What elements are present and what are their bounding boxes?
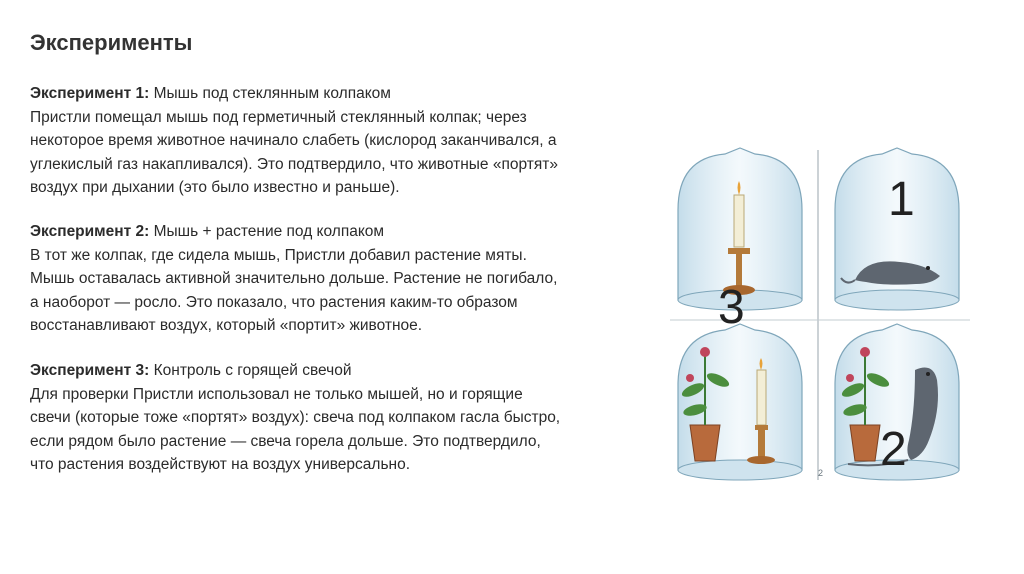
experiment-2-subtitle: Мышь + растение под колпаком	[149, 223, 385, 240]
experiment-3-heading: Эксперимент 3:	[30, 362, 150, 379]
figure-small-label: 2	[818, 468, 824, 478]
experiment-1-subtitle: Мышь под стеклянным колпаком	[149, 85, 391, 102]
experiment-1-line: Пристли помещал мышь под герметичный стеклянный колпак; через	[30, 108, 527, 126]
experiment-1-heading: Эксперимент 1:	[30, 85, 150, 102]
experiment-3-line: если рядом было растение — свеча горела дольше. Это подтвердило,	[30, 432, 541, 450]
bell-jar-drawing	[660, 140, 980, 490]
figure-label-1: 1	[888, 173, 915, 226]
experiment-3	[30, 359, 670, 477]
experiment-2-line: Мышь оставалась активной значительно дольше. Растение не погибало,	[30, 270, 558, 287]
experiment-2-line: В тот же колпак, где сидела мышь, Пристли добавил растение мяты.	[30, 246, 527, 264]
experiment-1-line: углекислый газ накапливался). Это подтвердило, что животные «портят»	[30, 155, 558, 173]
figure-label-2: 2	[880, 423, 907, 476]
experiment-2-line: восстанавливают воздух, который «портит» животное.	[30, 317, 423, 334]
experiment-2	[30, 220, 670, 338]
priestley-bell-jar-illustration	[660, 140, 980, 490]
experiment-1	[30, 82, 670, 200]
experiment-3-line: что растения воздействуют на воздух универсально.	[30, 456, 411, 473]
slide-title: Эксперименты	[30, 30, 193, 55]
jar-plant-candle	[678, 324, 802, 480]
experiment-3-line: Для проверки Пристли использовал не только мышей, но и горящие	[30, 385, 523, 403]
figure-label-3: 3	[718, 281, 745, 334]
experiment-1-line: некоторое время животное начинало слабеть (кислород заканчивался, а	[30, 132, 557, 149]
experiment-1-line: воздух при дыхании (это было известно и раньше).	[30, 179, 400, 196]
experiment-3-line: свечи (которые тоже «портят» воздух): свеча под колпаком гасла быстро,	[30, 409, 561, 426]
experiment-2-heading: Эксперимент 2:	[30, 223, 150, 240]
experiment-3-subtitle: Контроль с горящей свечой	[149, 362, 352, 379]
experiment-2-line: а наоборот — росло. Это показало, что растения каким-то образом	[30, 293, 518, 311]
